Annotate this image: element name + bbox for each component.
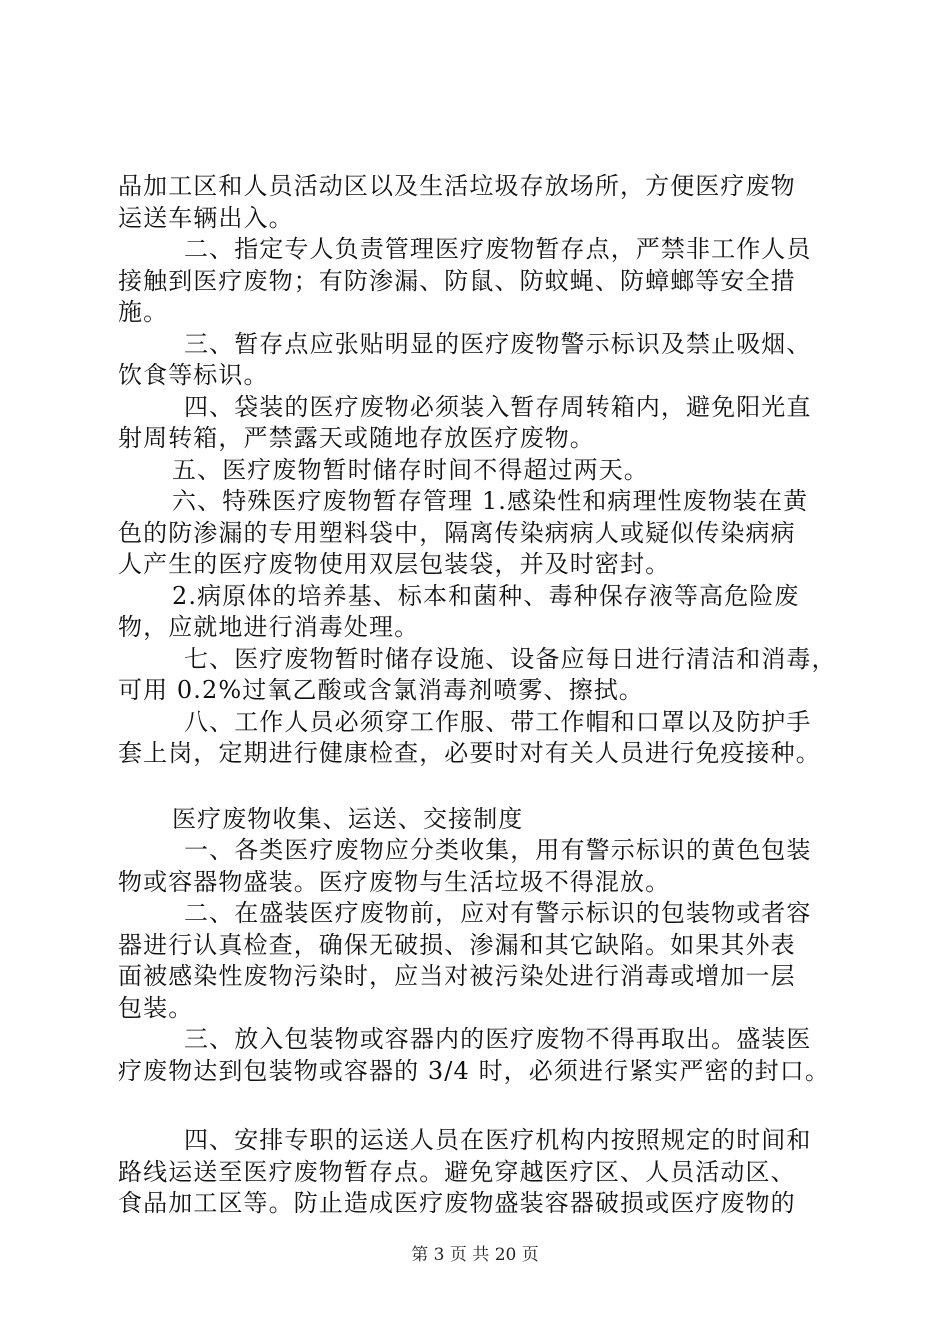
text-line: 施。 — [118, 298, 169, 326]
text-line: 食品加工区等。防止造成医疗废物盛装容器破损或医疗废物的 — [118, 1189, 796, 1217]
text-line: 八、工作人员必须穿工作服、带工作帽和口罩以及防护手 — [184, 707, 812, 736]
text-line: 射周转箱，严禁露天或随地存放医疗废物。 — [118, 424, 595, 452]
text-line: 可用 0.2%过氧乙酸或含氯消毒剂喷雾、擦拭。 — [118, 676, 644, 704]
text-line: 四、袋装的医疗废物必须装入暂存周转箱内，避免阳光直 — [184, 392, 812, 421]
paragraph-gap — [118, 1087, 838, 1125]
text-line: 饮食等标识。 — [118, 361, 269, 389]
text-line: 二、在盛装医疗废物前，应对有警示标识的包装物或者容 — [184, 899, 812, 927]
text-line: 三、放入包装物或容器内的医疗废物不得再取出。盛装医 — [184, 1025, 812, 1053]
text-line: 接触到医疗废物；有防渗漏、防鼠、防蚊蝇、防蟑螂等安全措 — [118, 266, 796, 295]
text-line: 物，应就地进行消毒处理。 — [118, 613, 420, 641]
document-body — [118, 171, 838, 1220]
text-line: 二、指定专人负责管理医疗废物暂存点，严禁非工作人员 — [184, 235, 812, 263]
text-line: 路线运送至医疗废物暂存点。避免穿越医疗区、人员活动区、 — [118, 1157, 796, 1186]
text-line: 四、安排专职的运送人员在医疗机构内按照规定的时间和 — [184, 1126, 812, 1154]
text-line: 七、医疗废物暂时储存设施、设备应每日进行清洁和消毒， — [184, 644, 837, 673]
text-line: 2.病原体的培养基、标本和菌种、毒种保存液等高危险废 — [172, 581, 800, 610]
text-line: 面被感染性废物污染时，应当对被污染处进行消毒或增加一层 — [118, 962, 796, 990]
text-line: 套上岗，定期进行健康检查，必要时对有关人员进行免疫接种。 — [118, 739, 821, 767]
text-line: 疗废物达到包装物或容器的 3/4 时，必须进行紧实严密的封口。 — [118, 1056, 830, 1085]
section-title: 医疗废物收集、运送、交接制度 — [172, 804, 524, 833]
text-line: 三、暂存点应张贴明显的医疗废物警示标识及禁止吸烟、 — [184, 329, 812, 358]
text-line: 包装。 — [118, 993, 194, 1022]
paragraph-gap — [118, 770, 838, 804]
text-line: 器进行认真检查，确保无破损、渗漏和其它缺陷。如果其外表 — [118, 930, 796, 959]
text-line: 色的防渗漏的专用塑料袋中，隔离传染病病人或疑似传染病病 — [118, 518, 796, 547]
text-line: 一、各类医疗废物应分类收集，用有警示标识的黄色包装 — [184, 836, 812, 864]
text-line: 五、医疗废物暂时储存时间不得超过两天。 — [172, 455, 649, 484]
text-line: 品加工区和人员活动区以及生活垃圾存放场所，方便医疗废物 — [118, 172, 796, 200]
text-line: 人产生的医疗废物使用双层包装袋，并及时密封。 — [118, 550, 671, 578]
text-line: 物或容器物盛装。医疗废物与生活垃圾不得混放。 — [118, 867, 671, 896]
text-line: 六、特殊医疗废物暂存管理 1.感染性和病理性废物装在黄 — [172, 487, 809, 515]
text-line: 运送车辆出入。 — [118, 203, 294, 232]
page-footer: 第 3 页 共 20 页 — [411, 1245, 539, 1265]
